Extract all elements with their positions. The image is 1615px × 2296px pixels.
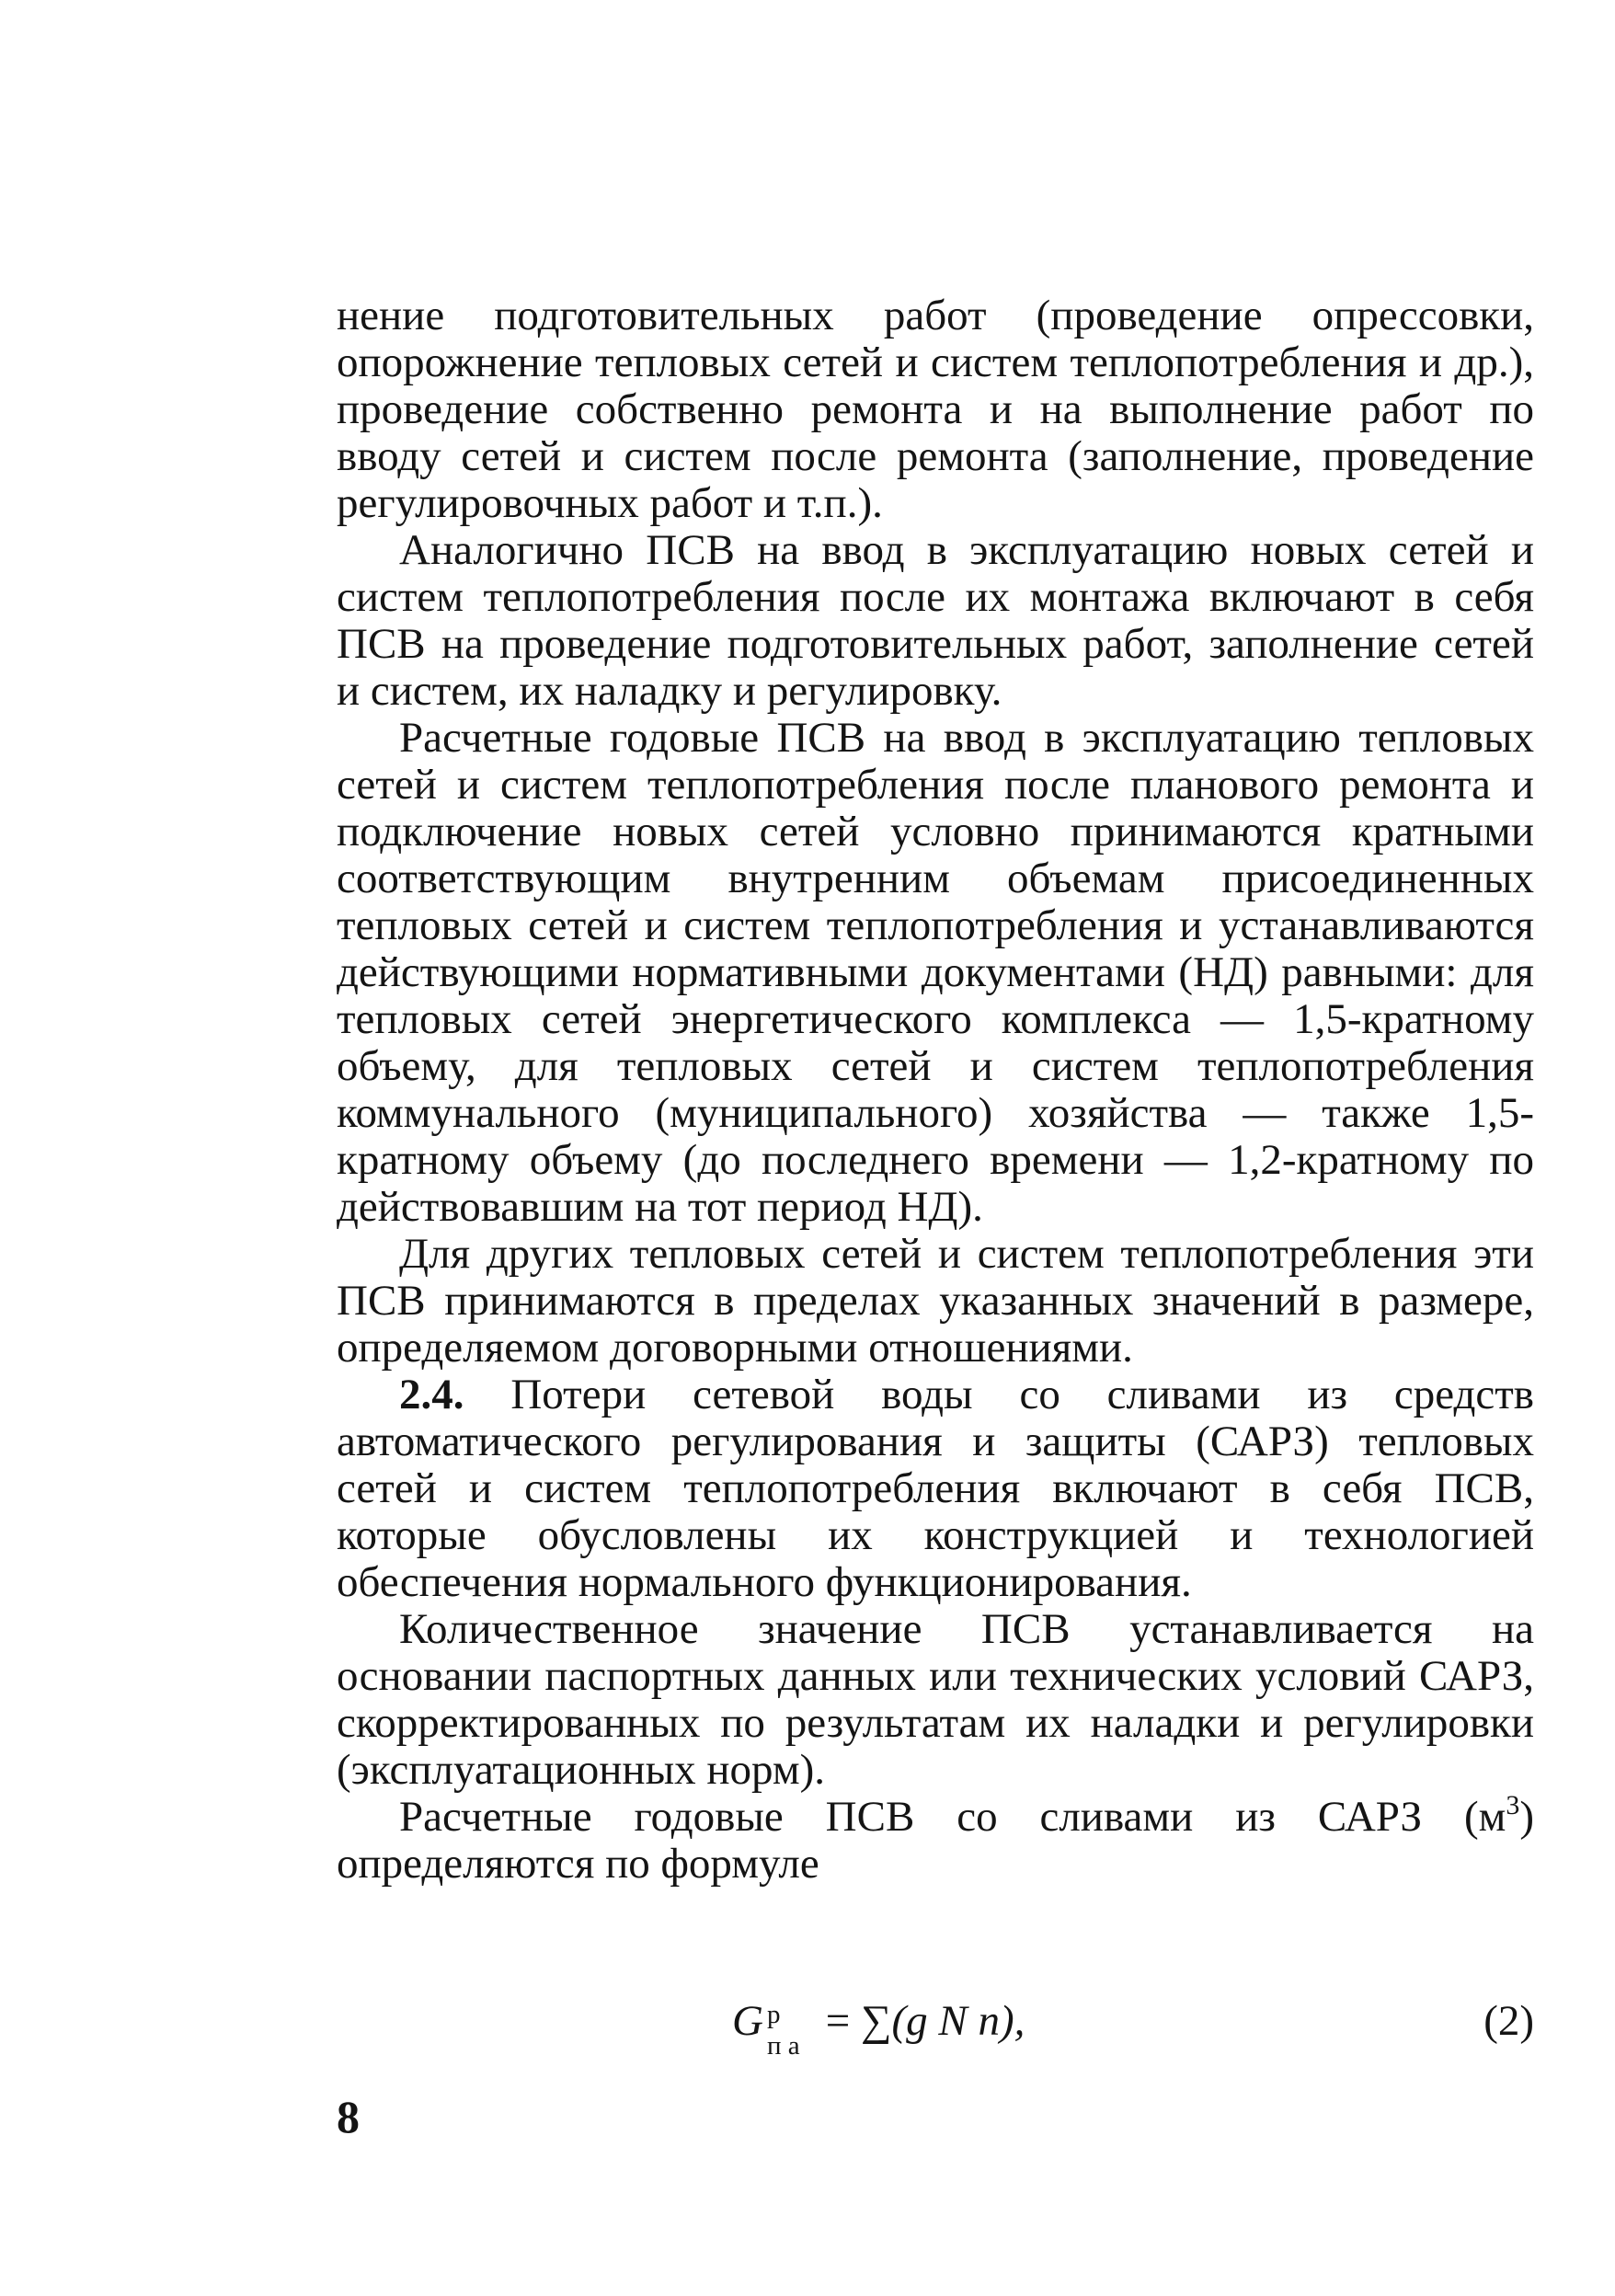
formula: [732, 1996, 1025, 2061]
section-paragraph-2-4: [337, 1372, 1534, 1606]
paragraph: [337, 527, 1534, 715]
body-text: [337, 293, 1534, 1888]
formula-number: (2): [1483, 1997, 1534, 2045]
formula-indices: [763, 2000, 815, 2061]
paragraph-continuation: [337, 293, 1534, 527]
paragraph-text: Расчетные годовые ПСВ на ввод в эксплуатацию тепловых сетей и систем теплопотребления после планового ремонта и подключение новых сетей условно принимаются кратными соответствующим внутренним объемам присоединенных тепловых сетей и систем теплопотребления и устанавливаются действующими нормативными документами (НД) равными: для тепловых сетей энергетического комплекса — 1,5-кратному объему, для тепловых сетей и систем теплопотребления коммунального (муниципального) хозяйства — также 1,5-кратному объему (до последнего времени — 1,2-кратному по действовавшим на тот период НД).: [337, 714, 1534, 1231]
formula-equals: =: [825, 1997, 851, 2045]
formula-row: [337, 1996, 1534, 2061]
paragraph: [337, 1606, 1534, 1794]
formula-subscript: п а: [766, 2031, 800, 2061]
unit-superscript: 3: [1506, 1790, 1520, 1820]
formula-body: (g N n),: [891, 1997, 1025, 2045]
formula-superscript: р: [766, 2000, 781, 2029]
formula-symbol: G: [732, 1997, 763, 2045]
paragraph-text: Потери сетевой воды со сливами из средств автоматического регулирования и защиты (САРЗ) тепловых сетей и систем теплопотребления включают в себя ПСВ, которые обусловлены их конструкцией и технологией обеспечения нормального функционирования.: [337, 1371, 1534, 1606]
paragraph: [337, 715, 1534, 1231]
paragraph: [337, 1231, 1534, 1372]
paragraph-text: Для других тепловых сетей и систем теплопотребления эти ПСВ принимаются в пределах указанных значений в размере, определяемом договорными отношениями.: [337, 1230, 1534, 1372]
formula-sum-sign: ∑: [860, 1997, 892, 2045]
paragraph-text: нение подготовительных работ (проведение опрессовки, опорожнение тепловых сетей и систем теплопотребления и др.), проведение собственно ремонта и на выполнение работ по вводу сетей и систем после ремонта (заполнение, проведение регулировочных работ и т.п.).: [337, 292, 1534, 527]
section-number: 2.4.: [399, 1371, 464, 1418]
paragraph-formula-intro: [337, 1790, 1534, 1888]
paragraph-text: Аналогично ПСВ на ввод в эксплуатацию новых сетей и систем теплопотребления после их монтажа включают в себя ПСВ на проведение подготовительных работ, заполнение сетей и систем, их наладку и регулировку.: [337, 526, 1534, 715]
paragraph-text: ) определяются по формуле: [337, 1793, 1534, 1888]
page-number: 8: [337, 2091, 360, 2142]
paragraph-text: Количественное значение ПСВ устанавливается на основании паспортных данных или технических условий САРЗ, скорректированных по результатам их наладки и регулировки (эксплуатационных норм).: [337, 1605, 1534, 1794]
paragraph-text: Расчетные годовые ПСВ со сливами из САРЗ (м: [399, 1793, 1506, 1841]
